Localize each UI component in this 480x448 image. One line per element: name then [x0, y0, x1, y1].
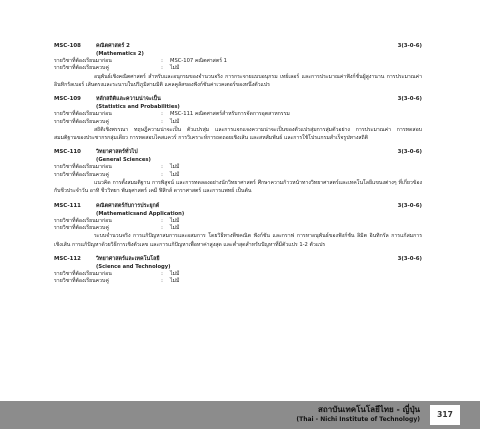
course-title-th: หลักสถิติและความน่าจะเป็น — [96, 96, 161, 103]
prerequisite-row — [54, 271, 422, 278]
course-msc-112 — [54, 255, 422, 286]
course-credits: 3(3-0-6) — [397, 255, 422, 262]
corequisite-label: รายวิชาที่ต้องเรียนควบคู่ — [54, 65, 109, 72]
course-header — [54, 95, 422, 103]
prerequisite-value: ไม่มี — [170, 217, 180, 224]
prerequisite-row — [54, 164, 422, 171]
course-code: MSC-111 — [54, 202, 81, 209]
separator: : — [161, 217, 163, 224]
course-code: MSC-109 — [54, 96, 81, 103]
corequisite-row — [54, 278, 422, 285]
separator: : — [161, 65, 163, 72]
course-title-th: วิทยาศาสตร์ทั่วไป — [96, 149, 138, 156]
prerequisite-label: รายวิชาที่ต้องเรียนมาก่อน — [54, 111, 112, 118]
course-header — [54, 202, 422, 210]
course-description: อนุพันธ์เชิงคณิตศาสตร์ สำหรับและอนุกรมของจำนวนจริง การกระจายแบบอนุกรม เทย์เลอร์ และการประมาณค่าฟังก์ชั่นผู้สูงานาน การประมาณค่าอินทิกรัลเบอร์ เส้นตรงและระนาบในปริภูมิสามมิติ แคลคูลัสของฟังก์ชันค่าเวคเตอร์ของหนึ่งตัวแปร — [54, 73, 422, 89]
corequisite-label: รายวิชาที่ต้องเรียนควบคู่ — [54, 225, 109, 232]
course-msc-111 — [54, 202, 422, 249]
corequisite-row — [54, 119, 422, 126]
course-title-en: (Statistics and Probabilities) — [96, 104, 180, 111]
course-header — [54, 148, 422, 156]
prerequisite-value: MSC-107 คณิตศาสตร์ 1 — [170, 58, 227, 64]
course-code: MSC-108 — [54, 43, 81, 49]
course-title-en: (Mathematics 2) — [96, 51, 144, 57]
prerequisite-label: รายวิชาที่ต้องเรียนมาก่อน — [54, 58, 112, 64]
corequisite-label: รายวิชาที่ต้องเรียนควบคู่ — [54, 118, 109, 125]
prerequisite-row — [54, 111, 422, 118]
corequisite-value: ไม่มี — [170, 65, 180, 72]
prerequisite-row — [54, 218, 422, 225]
course-title-th: คณิตศาสตร์ 2 — [96, 43, 130, 49]
corequisite-row — [54, 225, 422, 232]
prerequisite-label: รายวิชาที่ต้องเรียนมาก่อน — [54, 164, 112, 171]
course-list — [54, 42, 422, 292]
corequisite-value: ไม่มี — [170, 225, 180, 232]
corequisite-value: ไม่มี — [170, 171, 180, 178]
footer-band — [0, 401, 480, 429]
separator: : — [161, 118, 163, 125]
prerequisite-value: ไม่มี — [170, 270, 180, 277]
course-credits: 3(3-0-6) — [397, 96, 422, 103]
separator: : — [161, 164, 163, 171]
separator: : — [161, 270, 163, 277]
course-credits: 3(3-0-6) — [397, 202, 422, 209]
course-title-th: วิทยาศาสตร์และเทคโนโลยี — [96, 255, 160, 262]
separator: : — [161, 225, 163, 232]
prerequisite-label: รายวิชาที่ต้องเรียนมาก่อน — [54, 270, 112, 277]
institute-name-en: (Thai - Nichi Institute of Technology) — [296, 416, 420, 423]
course-credits: 3(3-0-6) — [397, 43, 422, 49]
separator: : — [161, 58, 163, 64]
corequisite-row — [54, 65, 422, 72]
course-title-en: (Mathematicsand Application) — [96, 210, 185, 217]
separator: : — [161, 111, 163, 118]
prerequisite-row — [54, 58, 422, 65]
course-code: MSC-112 — [54, 255, 81, 262]
course-credits: 3(3-0-6) — [397, 149, 422, 156]
course-title-en: (General Sciences) — [96, 157, 151, 164]
course-title-en: (Science and Technology) — [96, 263, 171, 270]
prerequisite-value: ไม่มี — [170, 164, 180, 171]
course-msc-108 — [54, 42, 422, 89]
institute-name-th: สถาบันเทคโนโลยีไทย - ญี่ปุ่น — [317, 405, 420, 414]
page-number: 317 — [430, 405, 460, 425]
course-description: แนวคิด การตั้งสมมติฐาน การพิสูจน์ และการทดลองอย่างนักวิทยาศาสตร์ ศึกษาความก้าวหน้าทางวิทยาศาสตร์และเทคโนโลยีแขนงต่างๆ ที่เกี่ยวข้องกับชีวประจำวัน อาทิ ชีววิทยา พันธุศาสตร์ เคมี ฟิสิกส์ ดาราศาสตร์ และการแพทย์ เป็นต้น — [54, 180, 422, 195]
institute-name — [296, 404, 420, 424]
prerequisite-value: MSC-111 คณิตศาสตร์สำหรับการจัดการอุตสาหกรรม — [170, 111, 290, 118]
course-code: MSC-110 — [54, 149, 81, 156]
course-description: สถิติเชิงพรรณา ทฤษฎีความน่าจะเป็น ตัวแปรสุ่ม และการแจกแจงความน่าจะเป็นของตัวแปรสุ่มการสุ่มตัวอย่าง การประมาณค่า การทดสอบสมมติฐานของประชากรกลุ่มเดียว การทดสอบไคสแควร์ การวิเคราะห์การถดถอยเชิงเส้น และสหสัมพันธ์ และการใช้โปรแกรมสำเร็จรูปทางสถิติ — [54, 127, 422, 142]
course-description: ระบบจำนวนจริง การแก้ปัญหาสมการและอสมการ โดยวิธีทางพีชคณิต ฟังก์ชัน และกราฟ การหาอนุพันธ์ของฟังก์ชัน ลิมิต อินทิกรัล การแก้สมการเชิงเส้น การแก้ปัญหาด้วยวิธีการเชิงตัวเลข และการแก้ปัญหาเพื่อหาค่าสูงสุด และต่ำสุดสำหรับปัญหาที่มีตัวแปร 1-2 ตัวแปร — [54, 233, 422, 248]
separator: : — [161, 278, 163, 285]
corequisite-value: ไม่มี — [170, 118, 180, 125]
prerequisite-label: รายวิชาที่ต้องเรียนมาก่อน — [54, 217, 112, 224]
course-msc-109 — [54, 95, 422, 142]
course-title-th: คณิตศาสตร์กับการประยุกต์ — [96, 202, 160, 209]
course-header — [54, 42, 422, 50]
corequisite-value: ไม่มี — [170, 278, 180, 285]
corequisite-label: รายวิชาที่ต้องเรียนควบคู่ — [54, 278, 109, 285]
course-msc-110 — [54, 148, 422, 195]
corequisite-row — [54, 172, 422, 179]
corequisite-label: รายวิชาที่ต้องเรียนควบคู่ — [54, 171, 109, 178]
course-header — [54, 255, 422, 263]
separator: : — [161, 171, 163, 178]
